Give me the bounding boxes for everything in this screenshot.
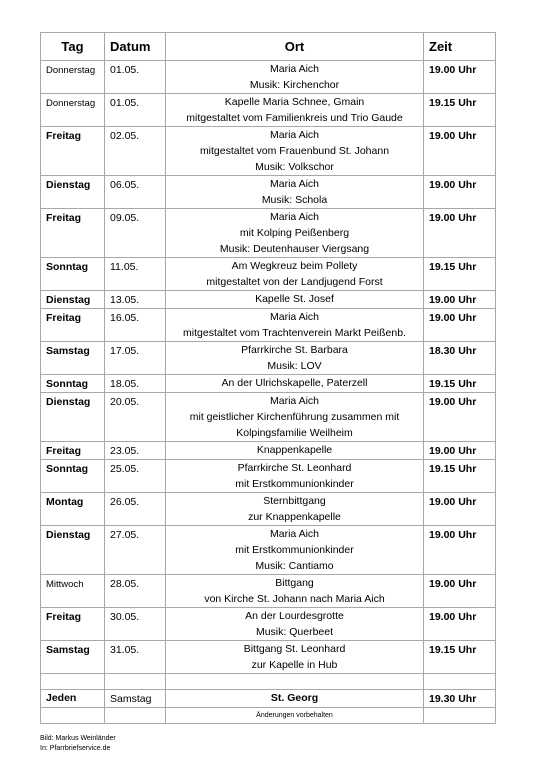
ort-line: An der Ulrichskapelle, Paterzell bbox=[221, 377, 368, 389]
cell-tag: Freitag bbox=[41, 309, 105, 342]
table-row bbox=[41, 94, 496, 127]
cell-datum: 20.05. bbox=[105, 393, 166, 442]
ort-line: Maria Aich bbox=[269, 129, 320, 141]
cell-tag: Mittwoch bbox=[41, 575, 105, 608]
cell-ort bbox=[166, 342, 424, 375]
footer-ort: St. Georg bbox=[166, 690, 424, 708]
header-row bbox=[41, 33, 496, 61]
table-row bbox=[41, 393, 496, 442]
table-row bbox=[41, 442, 496, 460]
source-credit: In: Pfarrbriefservice.de bbox=[40, 745, 111, 752]
cell-ort bbox=[166, 127, 424, 176]
cell-datum: 16.05. bbox=[105, 309, 166, 342]
ort-line: An der Lourdesgrotte bbox=[245, 610, 344, 622]
cell-ort bbox=[166, 375, 424, 393]
table-row bbox=[41, 526, 496, 575]
ort-line: Musik: Schola bbox=[261, 194, 328, 206]
cell-tag: Sonntag bbox=[41, 258, 105, 291]
cell-zeit: 19.00 Uhr bbox=[424, 575, 496, 608]
cell-zeit: 19.00 Uhr bbox=[424, 176, 496, 209]
table-row bbox=[41, 608, 496, 641]
cell-ort bbox=[166, 291, 424, 309]
table-row bbox=[41, 641, 496, 674]
cell-zeit: 19.00 Uhr bbox=[424, 393, 496, 442]
cell-zeit: 19.00 Uhr bbox=[424, 442, 496, 460]
cell-tag: Sonntag bbox=[41, 375, 105, 393]
ort-line: Musik: Deutenhauser Viergsang bbox=[219, 243, 370, 255]
footer-datum: Samstag bbox=[105, 690, 166, 708]
cell-datum: 09.05. bbox=[105, 209, 166, 258]
ort-line: Pfarrkirche St. Leonhard bbox=[237, 462, 352, 474]
schedule-table bbox=[40, 32, 496, 724]
header-datum: Datum bbox=[105, 33, 166, 61]
cell-tag: Freitag bbox=[41, 127, 105, 176]
cell-datum: 17.05. bbox=[105, 342, 166, 375]
ort-line: mit geistlicher Kirchenführung zusammen mit bbox=[189, 411, 400, 423]
table-row bbox=[41, 127, 496, 176]
cell-ort bbox=[166, 309, 424, 342]
cell-ort bbox=[166, 460, 424, 493]
table-row bbox=[41, 493, 496, 526]
cell-zeit: 19.15 Uhr bbox=[424, 258, 496, 291]
cell-zeit: 19.00 Uhr bbox=[424, 61, 496, 94]
cell-datum: 11.05. bbox=[105, 258, 166, 291]
ort-line: Maria Aich bbox=[269, 211, 320, 223]
table-row bbox=[41, 209, 496, 258]
ort-line: Kapelle St. Josef bbox=[255, 293, 334, 305]
cell-tag: Sonntag bbox=[41, 460, 105, 493]
cell-tag: Dienstag bbox=[41, 393, 105, 442]
ort-line: Maria Aich bbox=[269, 311, 320, 323]
ort-line: mitgestaltet vom Familienkreis und Trio Gaude bbox=[186, 112, 403, 124]
ort-line: Maria Aich bbox=[269, 178, 320, 190]
ort-line: Bittgang bbox=[275, 577, 314, 589]
footer-tag: Jeden bbox=[41, 690, 105, 708]
table-row bbox=[41, 342, 496, 375]
ort-line: mit Kolping Peißenberg bbox=[239, 227, 350, 239]
cell-zeit: 19.00 Uhr bbox=[424, 127, 496, 176]
cell-tag: Dienstag bbox=[41, 291, 105, 309]
ort-line: zur Knappenkapelle bbox=[248, 511, 341, 523]
table-row bbox=[41, 291, 496, 309]
cell-ort bbox=[166, 393, 424, 442]
ort-line: mitgestaltet vom Frauenbund St. Johann bbox=[199, 145, 390, 157]
ort-line: Kapelle Maria Schnee, Gmain bbox=[224, 96, 365, 108]
ort-line: Maria Aich bbox=[269, 395, 320, 407]
table-row bbox=[41, 61, 496, 94]
cell-zeit: 19.00 Uhr bbox=[424, 209, 496, 258]
cell-datum: 18.05. bbox=[105, 375, 166, 393]
cell-ort bbox=[166, 176, 424, 209]
cell-datum: 02.05. bbox=[105, 127, 166, 176]
cell-tag: Samstag bbox=[41, 342, 105, 375]
ort-line: Musik: Kirchenchor bbox=[249, 79, 340, 91]
cell-datum: 31.05. bbox=[105, 641, 166, 674]
footer-row bbox=[41, 690, 496, 708]
footer-zeit: 19.30 Uhr bbox=[424, 690, 496, 708]
ort-line: zur Kapelle in Hub bbox=[251, 659, 338, 671]
header-ort: Ort bbox=[166, 33, 424, 61]
cell-datum: 06.05. bbox=[105, 176, 166, 209]
cell-ort bbox=[166, 526, 424, 575]
cell-ort bbox=[166, 493, 424, 526]
cell-datum: 23.05. bbox=[105, 442, 166, 460]
header-tag: Tag bbox=[41, 33, 105, 61]
ort-line: Kolpingsfamilie Weilheim bbox=[236, 427, 353, 439]
ort-line: Musik: LOV bbox=[267, 360, 322, 372]
cell-tag: Freitag bbox=[41, 209, 105, 258]
cell-tag: Montag bbox=[41, 493, 105, 526]
ort-line: mitgestaltet vom Trachtenverein Markt Peißenb. bbox=[183, 327, 406, 339]
ort-line: Knappenkapelle bbox=[256, 444, 333, 456]
header-zeit: Zeit bbox=[424, 33, 496, 61]
ort-line: Am Wegkreuz beim Pollety bbox=[231, 260, 358, 272]
cell-tag: Donnerstag bbox=[41, 94, 105, 127]
cell-zeit: 19.15 Uhr bbox=[424, 641, 496, 674]
ort-line: Sternbittgang bbox=[263, 495, 326, 507]
cell-datum: 25.05. bbox=[105, 460, 166, 493]
cell-zeit: 19.15 Uhr bbox=[424, 375, 496, 393]
ort-line: Maria Aich bbox=[269, 63, 320, 75]
cell-zeit: 19.00 Uhr bbox=[424, 291, 496, 309]
cell-zeit: 19.00 Uhr bbox=[424, 608, 496, 641]
table-row bbox=[41, 176, 496, 209]
cell-datum: 28.05. bbox=[105, 575, 166, 608]
note-row bbox=[41, 708, 496, 724]
ort-line: Bittgang St. Leonhard bbox=[243, 643, 346, 655]
cell-zeit: 19.15 Uhr bbox=[424, 460, 496, 493]
cell-ort bbox=[166, 608, 424, 641]
ort-line: mit Erstkommunionkinder bbox=[235, 544, 354, 556]
cell-datum: 26.05. bbox=[105, 493, 166, 526]
ort-line: Musik: Volkschor bbox=[255, 161, 334, 173]
ort-line: mit Erstkommunionkinder bbox=[235, 478, 354, 490]
cell-ort bbox=[166, 442, 424, 460]
cell-datum: 01.05. bbox=[105, 61, 166, 94]
ort-line: mitgestaltet von der Landjugend Forst bbox=[206, 276, 383, 288]
empty-row bbox=[41, 674, 496, 690]
schedule-body bbox=[41, 61, 496, 674]
image-credit: Bild: Markus Weinländer bbox=[40, 735, 116, 742]
ort-line: Maria Aich bbox=[269, 528, 320, 540]
cell-ort bbox=[166, 94, 424, 127]
cell-ort bbox=[166, 258, 424, 291]
table-row bbox=[41, 375, 496, 393]
table-row bbox=[41, 258, 496, 291]
cell-tag: Freitag bbox=[41, 608, 105, 641]
cell-ort bbox=[166, 61, 424, 94]
ort-line: Musik: Cantiamo bbox=[255, 560, 334, 572]
cell-datum: 27.05. bbox=[105, 526, 166, 575]
cell-ort bbox=[166, 575, 424, 608]
cell-zeit: 19.00 Uhr bbox=[424, 309, 496, 342]
table-row bbox=[41, 309, 496, 342]
cell-zeit: 19.00 Uhr bbox=[424, 493, 496, 526]
ort-line: Pfarrkirche St. Barbara bbox=[241, 344, 348, 356]
cell-tag: Samstag bbox=[41, 641, 105, 674]
cell-datum: 01.05. bbox=[105, 94, 166, 127]
cell-zeit: 18.30 Uhr bbox=[424, 342, 496, 375]
ort-line: von Kirche St. Johann nach Maria Aich bbox=[204, 593, 385, 605]
cell-tag: Dienstag bbox=[41, 176, 105, 209]
note-text: Änderungen vorbehalten bbox=[166, 708, 424, 724]
cell-tag: Dienstag bbox=[41, 526, 105, 575]
cell-zeit: 19.15 Uhr bbox=[424, 94, 496, 127]
table-row bbox=[41, 575, 496, 608]
cell-tag: Donnerstag bbox=[41, 61, 105, 94]
cell-ort bbox=[166, 641, 424, 674]
cell-ort bbox=[166, 209, 424, 258]
cell-tag: Freitag bbox=[41, 442, 105, 460]
table-row bbox=[41, 460, 496, 493]
cell-zeit: 19.00 Uhr bbox=[424, 526, 496, 575]
ort-line: Musik: Querbeet bbox=[255, 626, 334, 638]
cell-datum: 13.05. bbox=[105, 291, 166, 309]
cell-datum: 30.05. bbox=[105, 608, 166, 641]
